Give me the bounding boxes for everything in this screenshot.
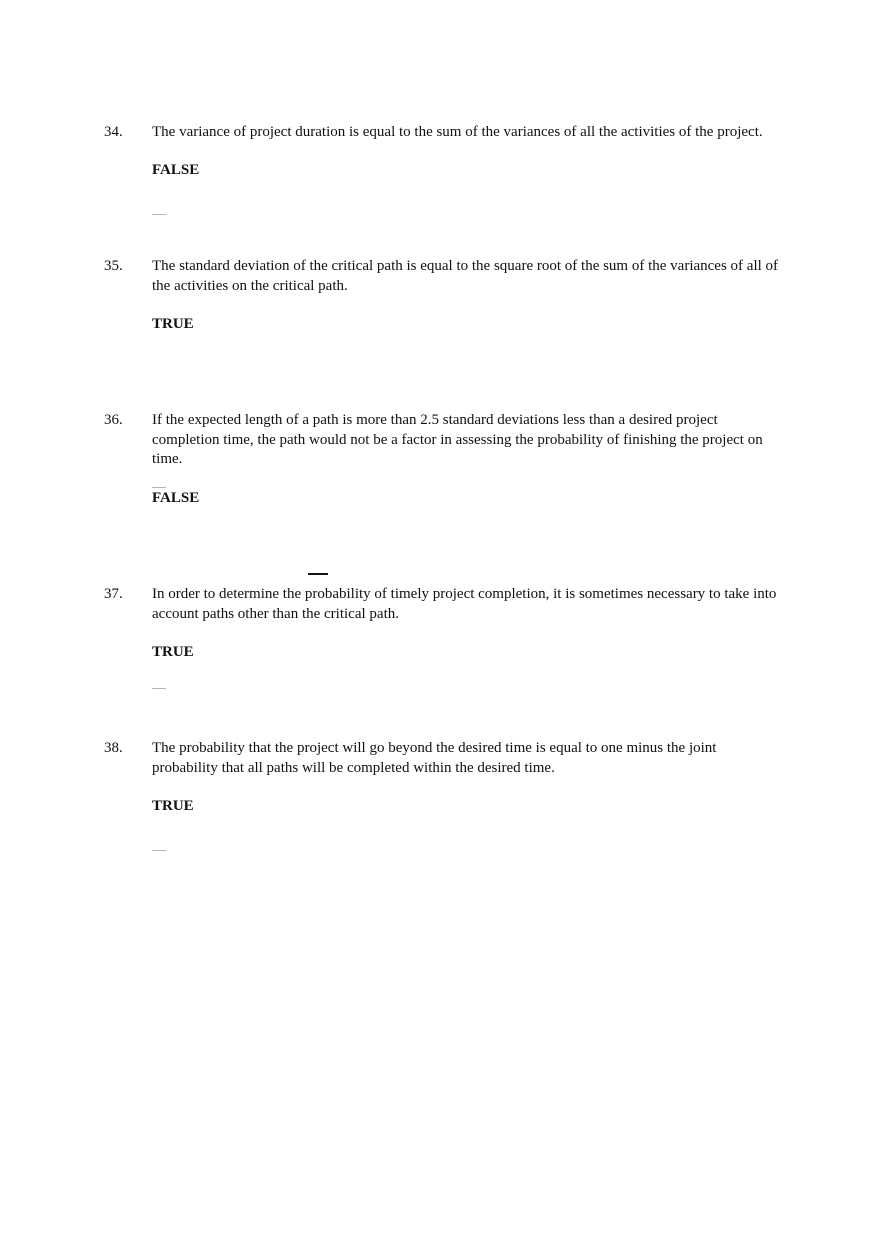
separator-mark	[152, 214, 166, 215]
answer-label: TRUE	[152, 316, 194, 332]
question-text: The variance of project duration is equal to the sum of the variances of all the activities of the project.	[152, 124, 763, 140]
answer-label: TRUE	[152, 644, 194, 660]
question-number: 34.	[104, 124, 123, 140]
question-number: 35.	[104, 258, 123, 274]
separator-mark	[308, 573, 328, 575]
answer-label: FALSE	[152, 162, 200, 178]
answer-label: FALSE	[152, 490, 200, 506]
separator-mark	[152, 850, 166, 851]
question-number: 37.	[104, 586, 123, 602]
separator-mark	[152, 487, 166, 488]
question-number: 36.	[104, 412, 123, 428]
question-text: In order to determine the probability of timely project completion, it is sometimes necessary to take into account paths other than the critical path.	[152, 586, 777, 622]
answer-label: TRUE	[152, 798, 194, 814]
question-text: The probability that the project will go beyond the desired time is equal to one minus the joint probability that all paths will be completed within the desired time.	[152, 740, 717, 776]
question-text: The standard deviation of the critical path is equal to the square root of the sum of the variances of all of the activities on the critical path.	[152, 258, 779, 294]
separator-mark	[152, 688, 166, 689]
question-number: 38.	[104, 740, 123, 756]
question-text: If the expected length of a path is more than 2.5 standard deviations less than a desired project completion time, the path would not be a factor in assessing the probability of finishing the project on time.	[152, 412, 763, 467]
